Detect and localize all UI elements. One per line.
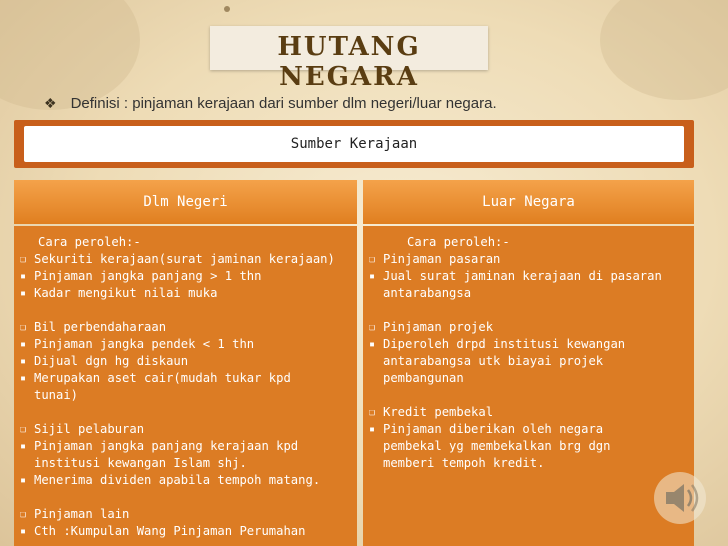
list-item	[18, 523, 353, 540]
small-bullet-icon: ▪	[20, 373, 27, 384]
definition-line	[44, 95, 497, 112]
foreign-header: Luar Negara	[363, 180, 694, 224]
list-spacer	[18, 404, 353, 421]
list-item-text: Pinjaman pasaran	[383, 252, 501, 266]
list-item	[367, 438, 690, 455]
list-item-text: Pinjaman lain	[34, 507, 130, 521]
list-item-text: Sekuriti kerajaan(surat jaminan kerajaan)	[34, 252, 335, 266]
list-item-text: Bil perbendaharaan	[34, 320, 167, 334]
list-item	[367, 336, 690, 353]
list-item-text: memberi tempoh kredit.	[383, 456, 545, 470]
list-item-text: Cth :Kumpulan Wang Pinjaman Perumahan	[34, 524, 306, 538]
list-item	[18, 438, 353, 455]
list-item	[367, 353, 690, 370]
list-item	[18, 251, 353, 268]
small-bullet-icon: ▪	[369, 339, 376, 350]
list-item	[18, 353, 353, 370]
list-spacer	[18, 489, 353, 506]
square-bullet-icon: ❏	[20, 254, 27, 265]
small-bullet-icon: ▪	[20, 356, 27, 367]
list-item	[18, 285, 353, 302]
source-header-frame	[14, 120, 694, 168]
column-intro: Cara peroleh:-	[38, 235, 141, 249]
title-bar	[210, 26, 488, 92]
list-item-text: Kredit pembekal	[383, 405, 494, 419]
square-bullet-icon: ❏	[20, 322, 27, 333]
definition-text: Definisi : pinjaman kerajaan dari sumber dlm negeri/luar negara.	[70, 95, 497, 112]
list-item-text: Pinjaman jangka panjang > 1 thn	[34, 269, 262, 283]
list-item-text: Sijil pelaburan	[34, 422, 145, 436]
small-bullet-icon: ▪	[20, 475, 27, 486]
small-bullet-icon: ▪	[20, 288, 27, 299]
circle-bullet-icon: ❖	[44, 95, 57, 111]
source-header: Sumber Kerajaan	[24, 126, 684, 162]
list-spacer	[18, 302, 353, 319]
list-item	[367, 319, 690, 336]
list-item-text: pembangunan	[383, 371, 464, 385]
list-item	[367, 285, 690, 302]
list-item	[367, 421, 690, 438]
ornament-icon	[222, 4, 232, 14]
foreign-column	[363, 226, 694, 546]
list-item-text: Pinjaman jangka pendek < 1 thn	[34, 337, 255, 351]
list-item-text: Pinjaman diberikan oleh negara	[383, 422, 604, 436]
list-item-text: antarabangsa	[383, 286, 472, 300]
square-bullet-icon: ❏	[20, 509, 27, 520]
list-item-text: institusi kewangan Islam shj.	[34, 456, 247, 470]
list-spacer	[367, 302, 690, 319]
slide-title: HUTANG NEGARA	[277, 32, 421, 92]
square-bullet-icon: ❏	[369, 322, 376, 333]
list-item	[367, 370, 690, 387]
list-item	[18, 387, 353, 404]
small-bullet-icon: ▪	[20, 526, 27, 537]
list-item-text: Kadar mengikut nilai muka	[34, 286, 218, 300]
list-item	[367, 251, 690, 268]
column-intro: Cara peroleh:-	[407, 235, 510, 249]
list-item-text: pembekal yg membekalkan brg dgn	[383, 439, 611, 453]
domestic-column	[14, 226, 357, 546]
background-decoration	[600, 0, 728, 100]
list-item	[18, 421, 353, 438]
list-item	[18, 472, 353, 489]
list-item	[18, 506, 353, 523]
list-item-text: Jual surat jaminan kerajaan di pasaran	[383, 269, 662, 283]
small-bullet-icon: ▪	[20, 339, 27, 350]
list-item-text: tunai)	[34, 388, 79, 402]
domestic-header: Dlm Negeri	[14, 180, 357, 224]
square-bullet-icon: ❏	[20, 424, 27, 435]
list-item-text: Pinjaman projek	[383, 320, 494, 334]
square-bullet-icon: ❏	[369, 407, 376, 418]
background-decoration	[0, 0, 140, 110]
list-item-text: Menerima dividen apabila tempoh matang.	[34, 473, 321, 487]
square-bullet-icon: ❏	[369, 254, 376, 265]
list-item-text: Diperoleh drpd institusi kewangan	[383, 337, 626, 351]
list-item	[18, 319, 353, 336]
list-item	[18, 455, 353, 472]
list-item	[18, 370, 353, 387]
list-item	[367, 404, 690, 421]
small-bullet-icon: ▪	[369, 271, 376, 282]
list-item	[367, 268, 690, 285]
list-item	[18, 336, 353, 353]
list-item-text: Pinjaman jangka panjang kerajaan kpd	[34, 439, 299, 453]
speaker-icon[interactable]	[652, 470, 708, 526]
small-bullet-icon: ▪	[20, 441, 27, 452]
small-bullet-icon: ▪	[20, 271, 27, 282]
list-item-text: Merupakan aset cair(mudah tukar kpd	[34, 371, 291, 385]
small-bullet-icon: ▪	[369, 424, 376, 435]
list-item-text: Dijual dgn hg diskaun	[34, 354, 189, 368]
list-item	[18, 268, 353, 285]
list-item-text: antarabangsa utk biayai projek	[383, 354, 604, 368]
list-spacer	[367, 387, 690, 404]
list-item	[367, 455, 690, 472]
